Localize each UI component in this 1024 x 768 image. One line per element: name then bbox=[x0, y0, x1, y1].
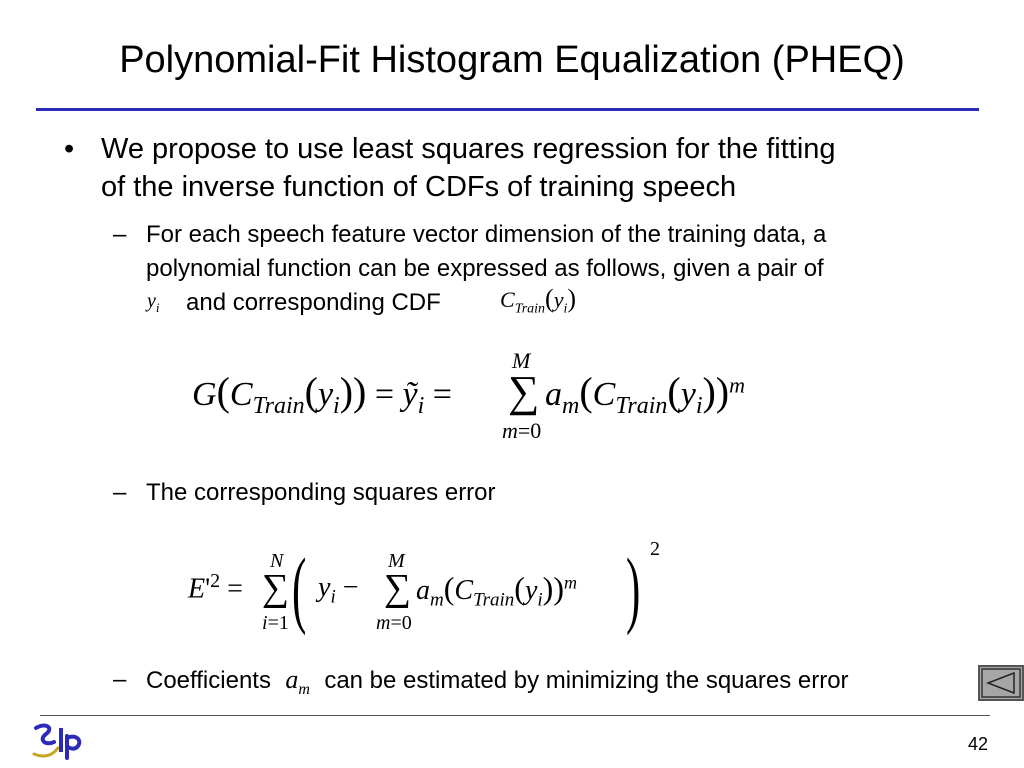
bullet-line-2: of the inverse function of CDFs of training speech bbox=[101, 171, 737, 203]
sub-dash: – bbox=[113, 221, 127, 248]
sub-dash: – bbox=[113, 479, 127, 506]
title-divider bbox=[36, 108, 979, 111]
bullet-text bbox=[101, 130, 981, 206]
sub-line-2: polynomial function can be expressed as follows, given a pair of bbox=[146, 255, 824, 282]
sub-dash: – bbox=[113, 666, 127, 693]
previous-slide-button[interactable] bbox=[978, 665, 1024, 701]
math-ctrain-inline: $C_{Train}(y_i)$ bbox=[500, 284, 577, 317]
sub-line-1: For each speech feature vector dimension of the training data, a bbox=[146, 221, 827, 248]
bullet-line-1: We propose to use least squares regression for the fitting bbox=[101, 133, 836, 165]
coefficients-rest: can be estimated by minimizing the squares error bbox=[324, 667, 849, 694]
slide-title: Polynomial-Fit Histogram Equalization (PHEQ) bbox=[119, 39, 905, 81]
page-number: 42 bbox=[968, 734, 989, 754]
sub-bullet-text bbox=[146, 218, 826, 286]
math-am-inline: $a_m$ bbox=[285, 665, 310, 699]
back-arrow-icon bbox=[978, 665, 1024, 701]
bullet-marker: • bbox=[64, 133, 75, 165]
sub-text: The corresponding squares error bbox=[146, 479, 496, 506]
sub-text bbox=[146, 663, 849, 707]
math-yi-inline: $y_i$ bbox=[147, 290, 160, 315]
footer-divider bbox=[40, 715, 990, 716]
coefficients-label: Coefficients bbox=[146, 667, 271, 694]
slp-logo bbox=[30, 722, 86, 760]
sub-line-3: and corresponding CDF bbox=[186, 289, 441, 316]
